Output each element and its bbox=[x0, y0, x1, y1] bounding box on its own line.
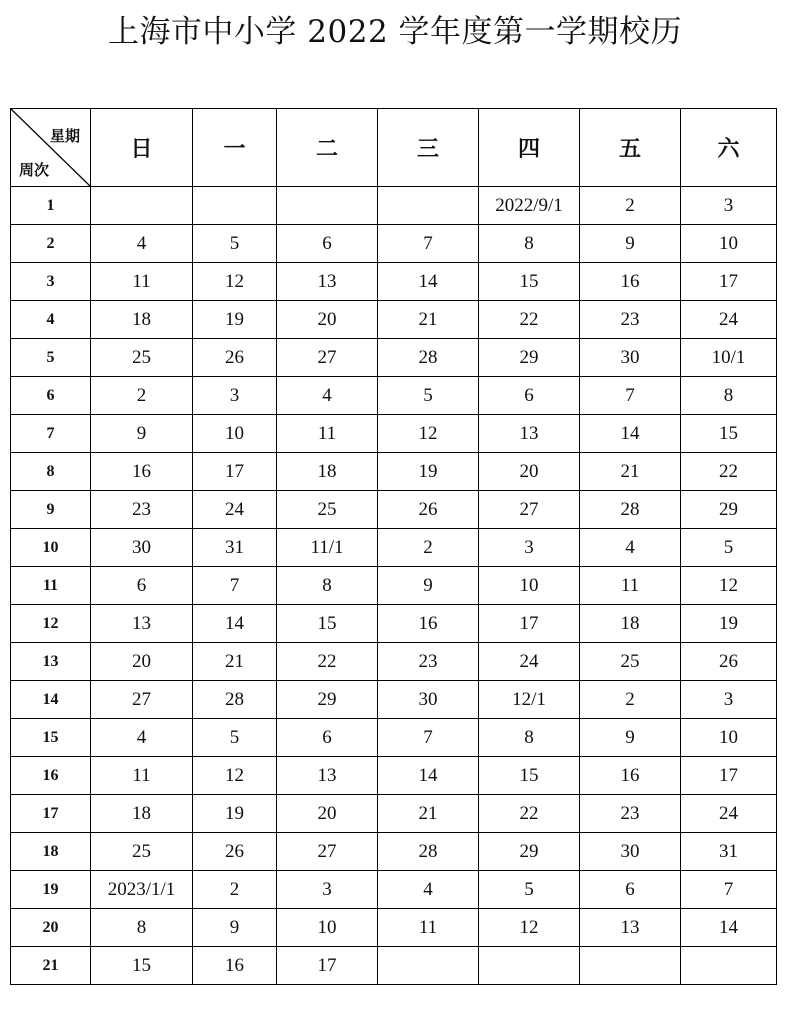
date-cell bbox=[193, 187, 277, 225]
week-row bbox=[11, 187, 777, 225]
date-cell: 14 bbox=[681, 909, 777, 947]
date-cell: 12/1 bbox=[479, 681, 580, 719]
date-cell: 21 bbox=[378, 301, 479, 339]
date-cell: 10 bbox=[681, 225, 777, 263]
date-cell: 13 bbox=[277, 757, 378, 795]
date-cell: 23 bbox=[378, 643, 479, 681]
week-row bbox=[11, 909, 777, 947]
date-cell: 3 bbox=[277, 871, 378, 909]
week-number-cell: 17 bbox=[11, 795, 91, 833]
date-cell: 22 bbox=[479, 301, 580, 339]
date-cell: 6 bbox=[277, 225, 378, 263]
date-cell: 24 bbox=[681, 301, 777, 339]
date-cell: 2022/9/1 bbox=[479, 187, 580, 225]
date-cell: 26 bbox=[378, 491, 479, 529]
date-cell: 17 bbox=[681, 263, 777, 301]
week-row bbox=[11, 567, 777, 605]
corner-header-cell bbox=[11, 109, 91, 187]
date-cell: 29 bbox=[479, 339, 580, 377]
date-cell bbox=[580, 947, 681, 985]
week-number-cell: 11 bbox=[11, 567, 91, 605]
week-number-cell: 13 bbox=[11, 643, 91, 681]
date-cell: 8 bbox=[479, 719, 580, 757]
date-cell: 21 bbox=[193, 643, 277, 681]
week-number-cell: 16 bbox=[11, 757, 91, 795]
date-cell: 6 bbox=[277, 719, 378, 757]
date-cell: 14 bbox=[378, 757, 479, 795]
date-cell: 16 bbox=[193, 947, 277, 985]
date-cell: 22 bbox=[277, 643, 378, 681]
date-cell: 15 bbox=[91, 947, 193, 985]
date-cell: 18 bbox=[91, 301, 193, 339]
date-cell: 5 bbox=[378, 377, 479, 415]
date-cell: 9 bbox=[91, 415, 193, 453]
date-cell: 16 bbox=[580, 757, 681, 795]
week-number-cell: 2 bbox=[11, 225, 91, 263]
date-cell: 25 bbox=[580, 643, 681, 681]
date-cell: 7 bbox=[378, 719, 479, 757]
date-cell bbox=[378, 187, 479, 225]
week-number-cell: 12 bbox=[11, 605, 91, 643]
date-cell: 6 bbox=[91, 567, 193, 605]
weekday-header-sun: 日 bbox=[91, 109, 193, 187]
week-number-cell: 14 bbox=[11, 681, 91, 719]
date-cell: 17 bbox=[193, 453, 277, 491]
date-cell: 19 bbox=[193, 301, 277, 339]
date-cell: 12 bbox=[681, 567, 777, 605]
date-cell: 7 bbox=[193, 567, 277, 605]
week-row bbox=[11, 681, 777, 719]
date-cell: 5 bbox=[479, 871, 580, 909]
week-row bbox=[11, 643, 777, 681]
week-row bbox=[11, 339, 777, 377]
date-cell: 2 bbox=[193, 871, 277, 909]
week-row bbox=[11, 453, 777, 491]
date-cell: 13 bbox=[91, 605, 193, 643]
date-cell: 11 bbox=[277, 415, 378, 453]
weekday-header-wed: 三 bbox=[378, 109, 479, 187]
date-cell: 8 bbox=[277, 567, 378, 605]
date-cell: 31 bbox=[681, 833, 777, 871]
week-number-cell: 20 bbox=[11, 909, 91, 947]
week-number-cell: 8 bbox=[11, 453, 91, 491]
weekday-header-sat: 六 bbox=[681, 109, 777, 187]
date-cell: 13 bbox=[479, 415, 580, 453]
week-row bbox=[11, 605, 777, 643]
date-cell: 21 bbox=[378, 795, 479, 833]
date-cell: 23 bbox=[580, 301, 681, 339]
date-cell: 26 bbox=[193, 833, 277, 871]
date-cell: 18 bbox=[277, 453, 378, 491]
date-cell: 10 bbox=[479, 567, 580, 605]
date-cell: 30 bbox=[91, 529, 193, 567]
date-cell: 26 bbox=[681, 643, 777, 681]
date-cell: 28 bbox=[378, 339, 479, 377]
date-cell: 24 bbox=[479, 643, 580, 681]
week-row bbox=[11, 377, 777, 415]
date-cell: 4 bbox=[91, 225, 193, 263]
date-cell: 2 bbox=[91, 377, 193, 415]
weekday-axis-label: 星期 bbox=[49, 127, 80, 145]
date-cell: 4 bbox=[580, 529, 681, 567]
date-cell: 5 bbox=[193, 719, 277, 757]
date-cell: 3 bbox=[479, 529, 580, 567]
date-cell: 28 bbox=[378, 833, 479, 871]
week-row bbox=[11, 301, 777, 339]
week-row bbox=[11, 491, 777, 529]
week-row bbox=[11, 529, 777, 567]
date-cell: 5 bbox=[681, 529, 777, 567]
date-cell: 27 bbox=[277, 339, 378, 377]
week-number-cell: 4 bbox=[11, 301, 91, 339]
date-cell: 12 bbox=[193, 757, 277, 795]
date-cell bbox=[378, 947, 479, 985]
date-cell: 4 bbox=[277, 377, 378, 415]
header-row bbox=[11, 109, 777, 187]
date-cell: 11 bbox=[580, 567, 681, 605]
date-cell: 3 bbox=[681, 681, 777, 719]
week-axis-label: 周次 bbox=[19, 161, 50, 179]
date-cell: 4 bbox=[378, 871, 479, 909]
date-cell: 3 bbox=[193, 377, 277, 415]
date-cell: 15 bbox=[681, 415, 777, 453]
date-cell: 26 bbox=[193, 339, 277, 377]
week-row bbox=[11, 833, 777, 871]
date-cell: 15 bbox=[277, 605, 378, 643]
date-cell: 29 bbox=[277, 681, 378, 719]
week-number-cell: 9 bbox=[11, 491, 91, 529]
date-cell: 25 bbox=[91, 833, 193, 871]
date-cell: 12 bbox=[193, 263, 277, 301]
date-cell: 7 bbox=[580, 377, 681, 415]
date-cell: 9 bbox=[580, 719, 681, 757]
date-cell: 16 bbox=[580, 263, 681, 301]
date-cell: 24 bbox=[681, 795, 777, 833]
date-cell: 19 bbox=[681, 605, 777, 643]
date-cell: 15 bbox=[479, 757, 580, 795]
date-cell: 4 bbox=[91, 719, 193, 757]
date-cell: 2 bbox=[378, 529, 479, 567]
date-cell: 25 bbox=[277, 491, 378, 529]
date-cell: 8 bbox=[681, 377, 777, 415]
date-cell: 7 bbox=[378, 225, 479, 263]
date-cell: 15 bbox=[479, 263, 580, 301]
date-cell: 13 bbox=[580, 909, 681, 947]
date-cell: 20 bbox=[277, 301, 378, 339]
date-cell: 20 bbox=[277, 795, 378, 833]
date-cell: 19 bbox=[378, 453, 479, 491]
week-number-cell: 21 bbox=[11, 947, 91, 985]
date-cell: 21 bbox=[580, 453, 681, 491]
date-cell: 12 bbox=[378, 415, 479, 453]
date-cell: 2 bbox=[580, 187, 681, 225]
date-cell: 14 bbox=[378, 263, 479, 301]
date-cell: 2 bbox=[580, 681, 681, 719]
week-number-cell: 15 bbox=[11, 719, 91, 757]
date-cell: 30 bbox=[580, 833, 681, 871]
date-cell: 25 bbox=[91, 339, 193, 377]
date-cell: 23 bbox=[91, 491, 193, 529]
date-cell: 9 bbox=[193, 909, 277, 947]
date-cell: 30 bbox=[378, 681, 479, 719]
weekday-header-thu: 四 bbox=[479, 109, 580, 187]
date-cell: 19 bbox=[193, 795, 277, 833]
page-title: 上海市中小学 2022 学年度第一学期校历 bbox=[107, 14, 683, 50]
date-cell: 17 bbox=[277, 947, 378, 985]
date-cell: 29 bbox=[681, 491, 777, 529]
date-cell bbox=[277, 187, 378, 225]
week-row bbox=[11, 719, 777, 757]
date-cell: 13 bbox=[277, 263, 378, 301]
date-cell bbox=[91, 187, 193, 225]
date-cell: 20 bbox=[91, 643, 193, 681]
date-cell bbox=[479, 947, 580, 985]
week-number-cell: 10 bbox=[11, 529, 91, 567]
date-cell: 27 bbox=[277, 833, 378, 871]
week-row bbox=[11, 871, 777, 909]
calendar-body bbox=[11, 187, 777, 985]
date-cell: 9 bbox=[580, 225, 681, 263]
date-cell: 10 bbox=[193, 415, 277, 453]
date-cell: 27 bbox=[91, 681, 193, 719]
date-cell: 24 bbox=[193, 491, 277, 529]
date-cell: 9 bbox=[378, 567, 479, 605]
weekday-header-mon: 一 bbox=[193, 109, 277, 187]
weekday-header-tue: 二 bbox=[277, 109, 378, 187]
week-number-cell: 1 bbox=[11, 187, 91, 225]
date-cell: 11 bbox=[91, 263, 193, 301]
date-cell: 2023/1/1 bbox=[91, 871, 193, 909]
date-cell: 18 bbox=[91, 795, 193, 833]
date-cell: 3 bbox=[681, 187, 777, 225]
date-cell: 28 bbox=[193, 681, 277, 719]
date-cell: 10 bbox=[681, 719, 777, 757]
date-cell: 16 bbox=[91, 453, 193, 491]
date-cell: 20 bbox=[479, 453, 580, 491]
week-number-cell: 18 bbox=[11, 833, 91, 871]
date-cell: 8 bbox=[479, 225, 580, 263]
date-cell: 16 bbox=[378, 605, 479, 643]
date-cell: 7 bbox=[681, 871, 777, 909]
week-row bbox=[11, 263, 777, 301]
date-cell: 6 bbox=[479, 377, 580, 415]
date-cell: 8 bbox=[91, 909, 193, 947]
week-row bbox=[11, 947, 777, 985]
date-cell: 6 bbox=[580, 871, 681, 909]
date-cell: 23 bbox=[580, 795, 681, 833]
week-number-cell: 6 bbox=[11, 377, 91, 415]
week-number-cell: 3 bbox=[11, 263, 91, 301]
week-row bbox=[11, 225, 777, 263]
week-row bbox=[11, 757, 777, 795]
date-cell bbox=[681, 947, 777, 985]
date-cell: 11 bbox=[378, 909, 479, 947]
week-number-cell: 19 bbox=[11, 871, 91, 909]
date-cell: 10 bbox=[277, 909, 378, 947]
date-cell: 31 bbox=[193, 529, 277, 567]
school-calendar-table bbox=[10, 108, 777, 985]
date-cell: 14 bbox=[193, 605, 277, 643]
date-cell: 12 bbox=[479, 909, 580, 947]
week-number-cell: 5 bbox=[11, 339, 91, 377]
date-cell: 28 bbox=[580, 491, 681, 529]
date-cell: 27 bbox=[479, 491, 580, 529]
week-number-cell: 7 bbox=[11, 415, 91, 453]
date-cell: 18 bbox=[580, 605, 681, 643]
date-cell: 14 bbox=[580, 415, 681, 453]
date-cell: 11 bbox=[91, 757, 193, 795]
week-row bbox=[11, 415, 777, 453]
date-cell: 17 bbox=[479, 605, 580, 643]
date-cell: 29 bbox=[479, 833, 580, 871]
date-cell: 5 bbox=[193, 225, 277, 263]
week-row bbox=[11, 795, 777, 833]
date-cell: 30 bbox=[580, 339, 681, 377]
date-cell: 17 bbox=[681, 757, 777, 795]
date-cell: 22 bbox=[479, 795, 580, 833]
date-cell: 22 bbox=[681, 453, 777, 491]
date-cell: 10/1 bbox=[681, 339, 777, 377]
date-cell: 11/1 bbox=[277, 529, 378, 567]
weekday-header-fri: 五 bbox=[580, 109, 681, 187]
